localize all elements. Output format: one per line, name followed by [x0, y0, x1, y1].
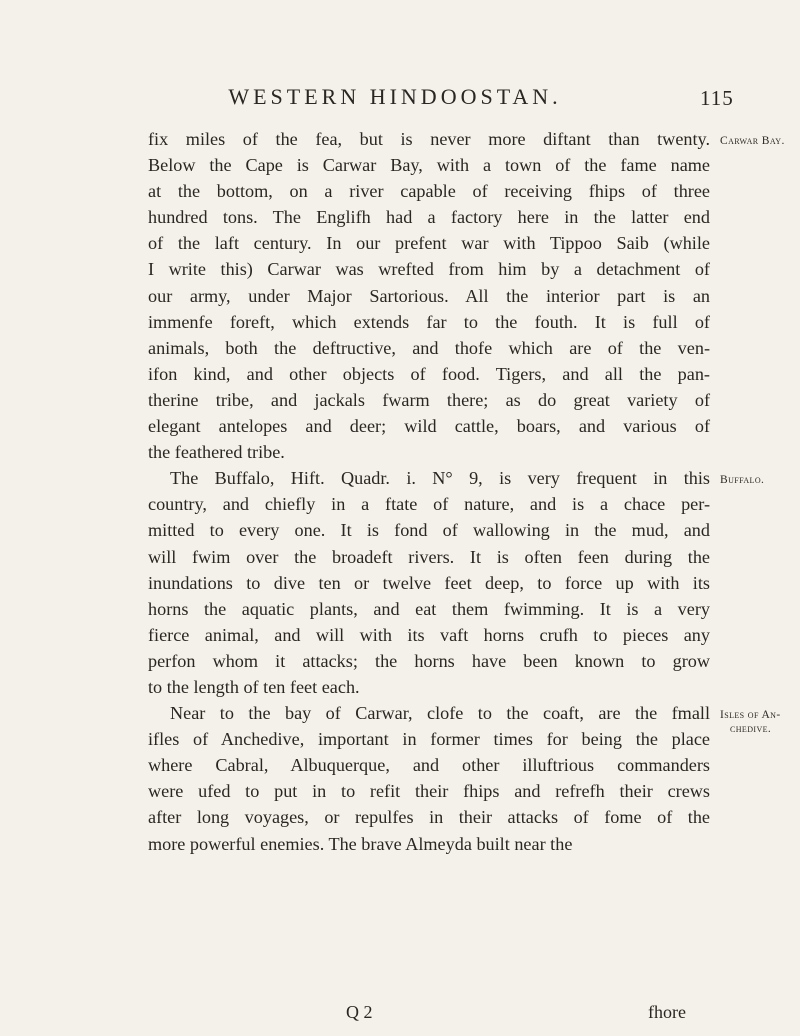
text-line: more powerful enemies. The brave Almeyda built near the: [148, 833, 573, 854]
text-line: I write this) Carwar was wrefted from him by a detachment of: [148, 259, 710, 280]
text-line: animals, both the deftructive, and thofe which are of the ven-: [148, 337, 710, 358]
text-line: were ufed to put in to refit their fhips and refrefh their crews: [148, 781, 710, 802]
margin-note-isles: [720, 708, 798, 736]
body-text: [148, 126, 710, 857]
text-line: horns the aquatic plants, and eat them fwimming. It is a very: [148, 598, 710, 619]
running-title: WESTERN HINDOOSTAN.: [228, 84, 562, 109]
text-line: after long voyages, or repulfes in their attacks of fome of the: [148, 807, 710, 828]
text-line: country, and chiefly in a ftate of nature, and is a chace per-: [148, 494, 710, 515]
text-line: mitted to every one. It is fond of wallowing in the mud, and: [148, 520, 710, 541]
text-line: our army, under Major Sartorious. All the interior part is an: [148, 285, 710, 306]
text-line: hundred tons. The Englifh had a factory here in the latter end: [148, 207, 710, 228]
text-line: fix miles of the fea, but is never more diftant than twenty.: [148, 129, 710, 149]
text-line: therine tribe, and jackals fwarm there; as do great variety of: [148, 389, 710, 410]
catchword: fhore: [648, 1002, 686, 1022]
page-number: 115: [700, 86, 734, 110]
text-line: The Buffalo, Hift. Quadr. i. N° 9, is very frequent in this: [170, 468, 710, 489]
margin-note-buffalo: Buffalo.: [720, 474, 765, 486]
text-line: ifon kind, and other objects of food. Tigers, and all the pan-: [148, 363, 710, 384]
margin-note-isles-line2: chedive.: [730, 723, 772, 735]
text-line: to the length of ten feet each.: [148, 676, 360, 697]
text-line: fierce animal, and will with its vaft horns crufh to pieces any: [148, 624, 710, 645]
text-line: the feathered tribe.: [148, 442, 285, 463]
margin-note-carwar: Carwar Bay.: [720, 135, 785, 147]
text-line: perfon whom it attacks; the horns have been known to grow: [148, 650, 710, 671]
text-line: inundations to dive ten or twelve feet deep, to force up with its: [148, 572, 710, 593]
text-line: elegant antelopes and deer; wild cattle, boars, and various of: [148, 416, 710, 437]
margin-note-isles-line1: Isles of An-: [720, 709, 781, 721]
text-line: ifles of Anchedive, important in former times for being the place: [148, 729, 710, 750]
text-line: will fwim over the broadeft rivers. It is often feen during the: [148, 546, 710, 567]
text-line: at the bottom, on a river capable of receiving fhips of three: [148, 181, 710, 202]
text-line: where Cabral, Albuquerque, and other illuftrious commanders: [148, 755, 710, 776]
text-line: immenfe foreft, which extends far to the fouth. It is full of: [148, 311, 710, 332]
signature-mark: Q 2: [346, 1002, 373, 1022]
text-line: Below the Cape is Carwar Bay, with a town of the fame name: [148, 155, 710, 176]
text-line: of the laft century. In our prefent war with Tippoo Saib (while: [148, 233, 710, 254]
text-line: Near to the bay of Carwar, clofe to the coaft, are the fmall: [170, 703, 710, 724]
